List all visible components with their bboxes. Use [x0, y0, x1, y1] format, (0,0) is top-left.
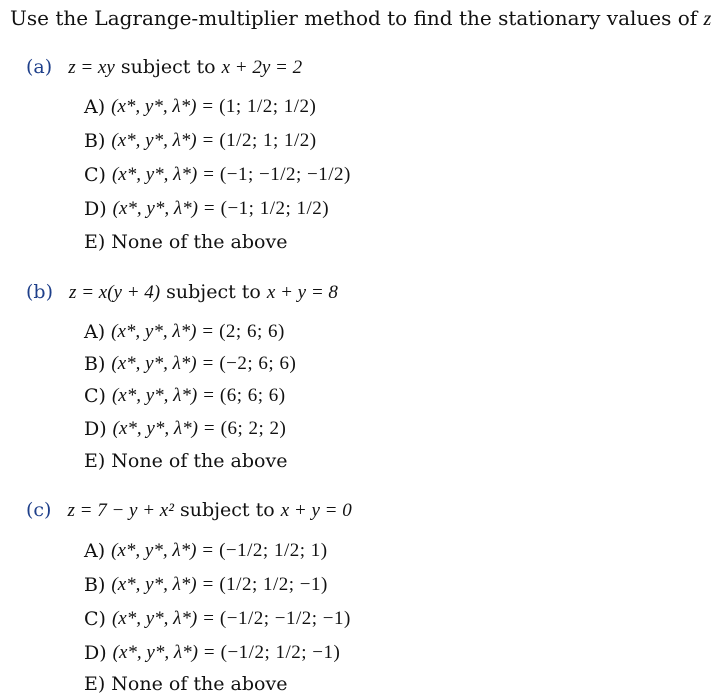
- option-c-B[interactable]: [84, 574, 328, 596]
- option-value: (1/2; 1; 1/2): [219, 130, 317, 151]
- option-expression: (x*, y*, λ*): [112, 418, 198, 439]
- part-a-title: [26, 56, 302, 79]
- option-equals: =: [202, 130, 214, 151]
- option-label: C): [84, 164, 106, 186]
- option-b-C[interactable]: [84, 385, 286, 407]
- part-b-problem: z = x(y + 4): [69, 282, 161, 303]
- option-expression: (x*, y*, λ*): [112, 198, 198, 219]
- option-a-A[interactable]: [84, 96, 316, 118]
- option-label: D): [84, 418, 107, 440]
- option-equals: =: [203, 642, 215, 663]
- option-expression: (x*, y*, λ*): [111, 540, 197, 561]
- option-equals: =: [203, 198, 215, 219]
- option-label: E): [84, 673, 106, 695]
- option-equals: =: [203, 385, 214, 406]
- instruction-variable: z: [703, 8, 711, 30]
- part-b-subject: subject to: [166, 281, 261, 303]
- option-value: (1/2; 1/2; −1): [219, 574, 328, 595]
- option-a-C[interactable]: [84, 164, 351, 186]
- option-value: (6; 2; 2): [220, 418, 287, 439]
- option-label: B): [84, 353, 106, 375]
- option-equals: =: [202, 574, 214, 595]
- option-a-E[interactable]: [84, 231, 287, 253]
- option-expression: (x*, y*, λ*): [111, 96, 197, 117]
- option-label: D): [84, 642, 107, 664]
- instruction-body: Use the Lagrange-multiplier method to find the stationary values of: [10, 6, 698, 30]
- option-value: (−1/2; 1/2; 1): [219, 540, 328, 561]
- option-equals: =: [202, 321, 214, 342]
- option-label: B): [84, 130, 106, 152]
- part-b-letter: (b): [26, 281, 53, 303]
- option-label: E): [84, 231, 106, 253]
- option-b-B[interactable]: [84, 353, 296, 375]
- part-a-constraint: x + 2y = 2: [221, 57, 303, 78]
- option-c-E[interactable]: [84, 673, 287, 695]
- option-expression: (x*, y*, λ*): [111, 130, 197, 151]
- option-equals: =: [202, 540, 214, 561]
- part-a-subject: subject to: [120, 56, 216, 78]
- option-equals: =: [202, 353, 214, 374]
- option-a-D[interactable]: [84, 198, 329, 220]
- option-c-A[interactable]: [84, 540, 328, 562]
- option-c-D[interactable]: [84, 642, 340, 664]
- option-value: (−1/2; −1/2; −1): [219, 608, 351, 629]
- option-a-B[interactable]: [84, 130, 317, 152]
- option-b-E[interactable]: [84, 450, 287, 472]
- option-expression: (x*, y*, λ*): [112, 642, 198, 663]
- part-b-constraint: x + y = 8: [266, 282, 338, 303]
- part-c-subject: subject to: [179, 499, 275, 521]
- option-equals: =: [203, 608, 214, 629]
- option-equals: =: [203, 418, 215, 439]
- option-expression: (x*, y*, λ*): [111, 608, 198, 629]
- option-value: (1; 1/2; 1/2): [219, 96, 317, 117]
- option-value: (−2; 6; 6): [219, 353, 297, 374]
- option-value: (−1; −1/2; −1/2): [219, 164, 351, 185]
- option-b-A[interactable]: [84, 321, 285, 343]
- option-label: E): [84, 450, 106, 472]
- part-b-title: [26, 281, 338, 304]
- option-value: (2; 6; 6): [219, 321, 285, 342]
- part-c-constraint: x + y = 0: [280, 500, 352, 521]
- option-value: (−1; 1/2; 1/2): [220, 198, 330, 219]
- option-label: C): [84, 385, 106, 407]
- option-label: A): [84, 540, 106, 562]
- option-expression: (x*, y*, λ*): [111, 164, 198, 185]
- option-expression: (x*, y*, λ*): [111, 321, 197, 342]
- part-a-problem: z = xy: [68, 57, 115, 78]
- option-label: D): [84, 198, 107, 220]
- part-a-letter: (a): [26, 56, 53, 78]
- option-value: None of the above: [111, 673, 288, 695]
- option-value: (6; 6; 6): [219, 385, 286, 406]
- option-value: None of the above: [111, 231, 288, 253]
- option-expression: (x*, y*, λ*): [111, 385, 198, 406]
- option-expression: (x*, y*, λ*): [111, 574, 197, 595]
- option-label: C): [84, 608, 106, 630]
- option-label: A): [84, 96, 106, 118]
- option-value: (−1/2; 1/2; −1): [220, 642, 341, 663]
- option-equals: =: [202, 96, 214, 117]
- option-b-D[interactable]: [84, 418, 286, 440]
- part-c-problem: z = 7 − y + x²: [67, 500, 174, 521]
- option-label: B): [84, 574, 106, 596]
- option-value: None of the above: [111, 450, 288, 472]
- option-c-C[interactable]: [84, 608, 351, 630]
- option-expression: (x*, y*, λ*): [111, 353, 197, 374]
- part-c-title: [26, 499, 352, 522]
- option-equals: =: [203, 164, 214, 185]
- option-label: A): [84, 321, 106, 343]
- part-c-letter: (c): [26, 499, 52, 521]
- instruction-text: [10, 6, 711, 31]
